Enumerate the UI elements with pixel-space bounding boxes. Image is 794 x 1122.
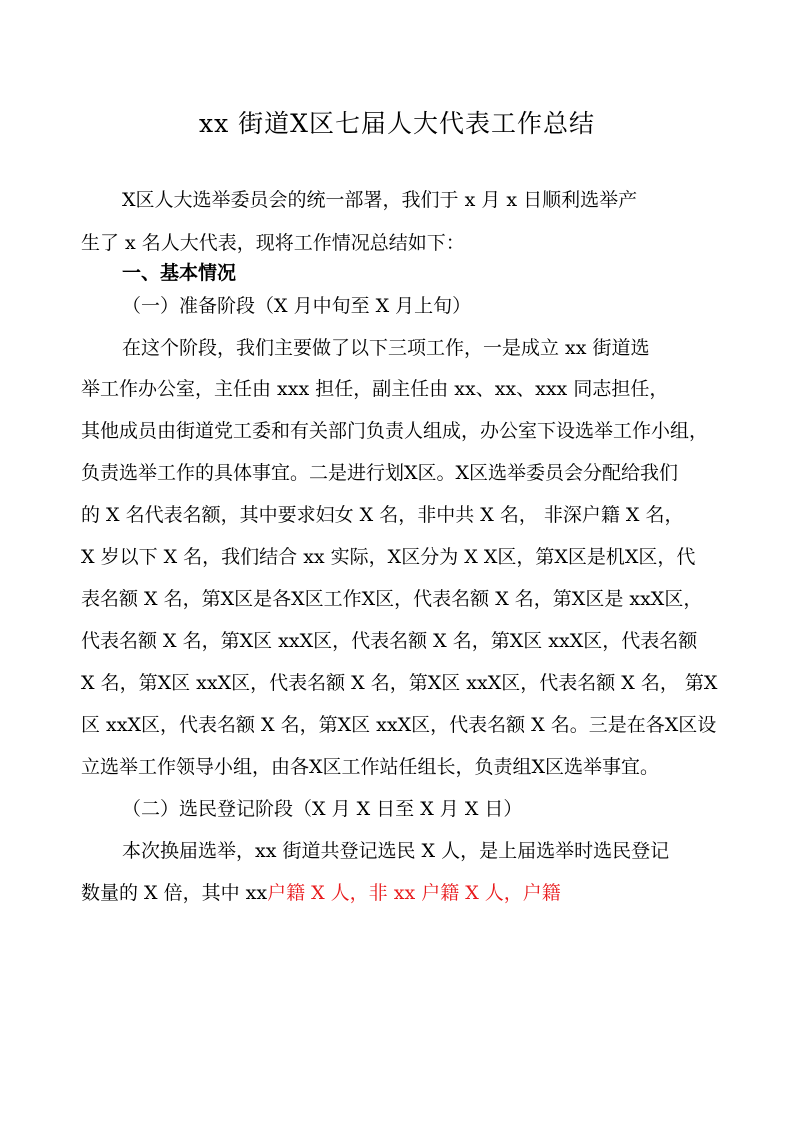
paragraph-line: 立选举工作领导小组，由各X区工作站任组长，负责组X区选举事宜。 bbox=[81, 756, 660, 778]
paragraph-line: 的 X 名代表名额，其中要求妇女 X 名，非中共 X 名， 非深户籍 X 名， bbox=[81, 504, 684, 526]
paragraph-line: 本次换届选举，xx 街道共登记选民 X 人，是上届选举时选民登记 bbox=[122, 840, 670, 862]
intro-line-2: 生了 x 名人大代表，现将工作情况总结如下： bbox=[81, 232, 465, 254]
document-title: xx 街道X区七届人大代表工作总结 bbox=[199, 109, 595, 138]
paragraph-line: 举工作办公室，主任由 xxx 担任，副主任由 xx、xx、xxx 同志担任， bbox=[81, 378, 669, 400]
intro-line-1: X区人大选举委员会的统一部署，我们于 x 月 x 日顺利选举产 bbox=[122, 189, 638, 211]
paragraph-text: 数量的 X 倍，其中 xx bbox=[81, 882, 268, 904]
paragraph-line: X 岁以下 X 名，我们结合 xx 实际，X区分为 X X区，第X区是机X区，代 bbox=[81, 546, 696, 568]
paragraph-line: 区 xxX区，代表名额 X 名，第X区 xxX区，代表名额 X 名。三是在各X区设 bbox=[81, 714, 717, 736]
paragraph-line: 表名额 X 名，第X区是各X区工作X区，代表名额 X 名，第X区是 xxX区， bbox=[81, 588, 703, 610]
paragraph-line: 其他成员由街道党工委和有关部门负责人组成，办公室下设选举工作小组， bbox=[81, 420, 709, 442]
highlighted-text: 户籍 X 人，非 xx 户籍 X 人，户籍 bbox=[267, 882, 561, 904]
paragraph-line: 代表名额 X 名，第X区 xxX区，代表名额 X 名，第X区 xxX区，代表名额 bbox=[81, 630, 698, 652]
subsection-heading-preparation: （一）准备阶段（X 月中旬至 X 月上旬） bbox=[122, 295, 472, 317]
paragraph-line: X 名，第X区 xxX区，代表名额 X 名，第X区 xxX区，代表名额 X 名， 第X bbox=[81, 672, 718, 694]
paragraph-line-last bbox=[81, 878, 561, 908]
paragraph-line: 负责选举工作的具体事宜。二是进行划X区。X区选举委员会分配给我们 bbox=[81, 462, 679, 484]
paragraph-line: 在这个阶段，我们主要做了以下三项工作，一是成立 xx 街道选 bbox=[122, 337, 650, 359]
subsection-heading-voter-registration: （二）选民登记阶段（X 月 X 日至 X 月 X 日） bbox=[122, 798, 523, 820]
section-heading-basic-situation: 一、基本情况 bbox=[122, 262, 237, 284]
